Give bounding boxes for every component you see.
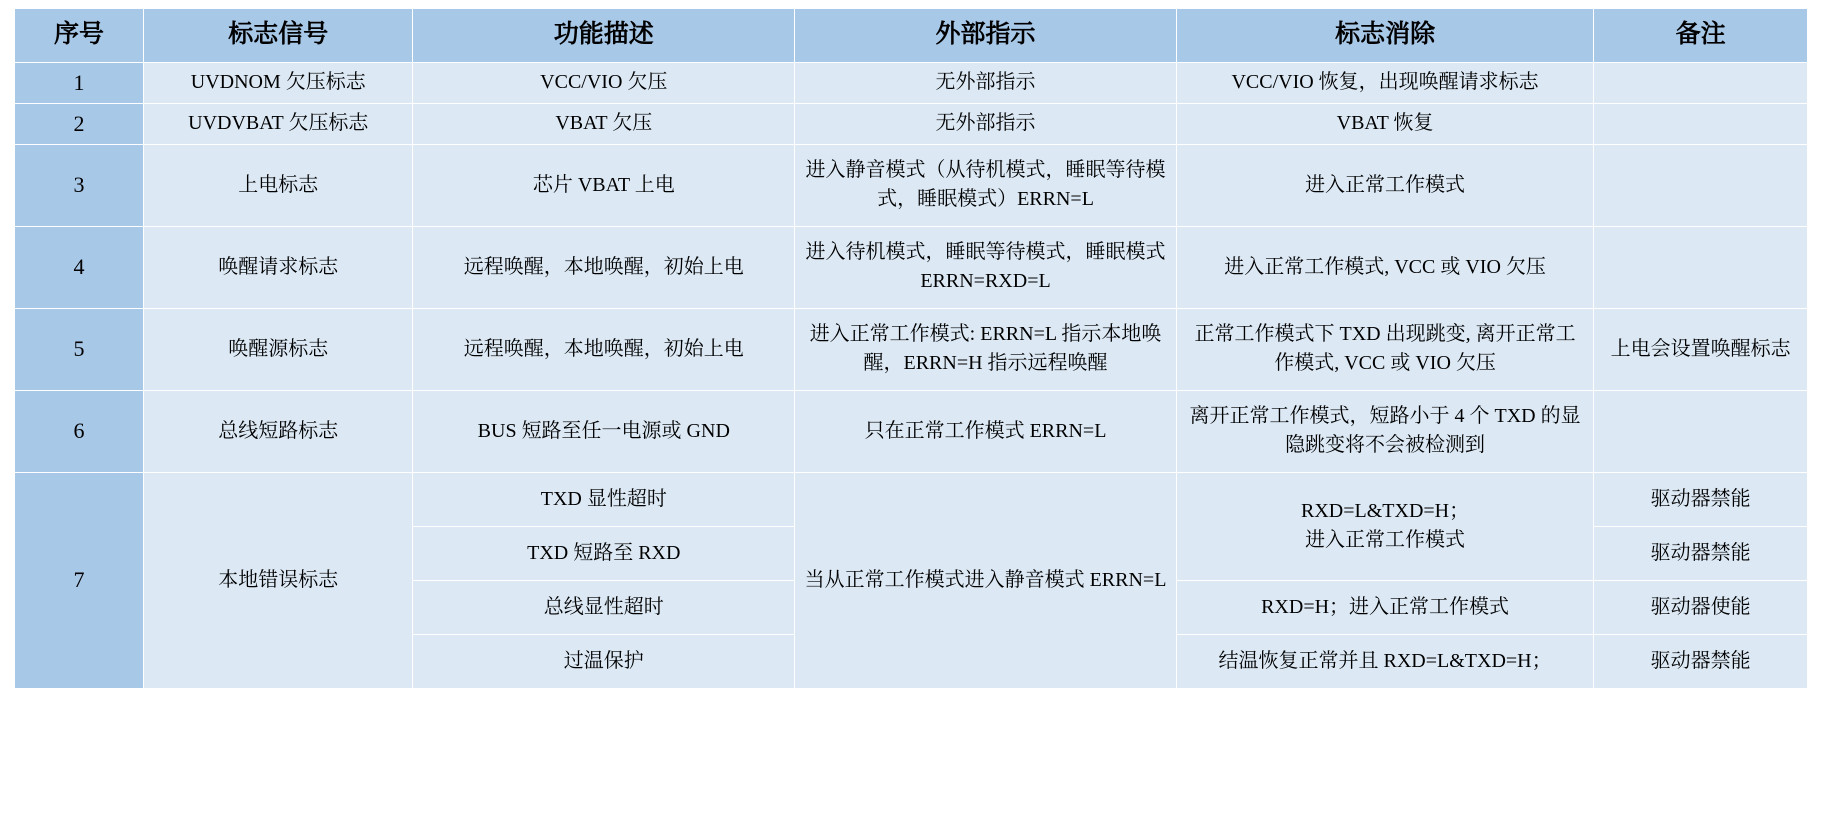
row-note: 驱动器禁能	[1594, 634, 1808, 688]
row-function: 芯片 VBAT 上电	[413, 144, 795, 226]
row-function: VCC/VIO 欠压	[413, 63, 795, 104]
table-row	[15, 472, 1808, 526]
row-note	[1594, 103, 1808, 144]
row-signal: 唤醒源标志	[144, 308, 413, 390]
header-cell-external: 外部指示	[795, 9, 1177, 63]
row-note	[1594, 390, 1808, 472]
row-note: 驱动器禁能	[1594, 472, 1808, 526]
table-row	[15, 63, 1808, 104]
row-note: 上电会设置唤醒标志	[1594, 308, 1808, 390]
row-external: 无外部指示	[795, 63, 1177, 104]
row-external: 进入静音模式（从待机模式，睡眠等待模式，睡眠模式）ERRN=L	[795, 144, 1177, 226]
header-cell-function: 功能描述	[413, 9, 795, 63]
row-index: 1	[15, 63, 144, 104]
row-clear: VBAT 恢复	[1176, 103, 1593, 144]
row-note	[1594, 63, 1808, 104]
row-function: 总线显性超时	[413, 580, 795, 634]
row-function: BUS 短路至任一电源或 GND	[413, 390, 795, 472]
row-note	[1594, 144, 1808, 226]
row-signal: 本地错误标志	[144, 472, 413, 688]
row-signal: 唤醒请求标志	[144, 226, 413, 308]
row-function: TXD 显性超时	[413, 472, 795, 526]
row-signal: 上电标志	[144, 144, 413, 226]
row-clear: 进入正常工作模式, VCC 或 VIO 欠压	[1176, 226, 1593, 308]
row-signal: 总线短路标志	[144, 390, 413, 472]
row-external: 进入待机模式，睡眠等待模式，睡眠模式 ERRN=RXD=L	[795, 226, 1177, 308]
row-note	[1594, 226, 1808, 308]
table-row	[15, 226, 1808, 308]
row-index: 3	[15, 144, 144, 226]
row-function: 远程唤醒，本地唤醒，初始上电	[413, 226, 795, 308]
table-row	[15, 390, 1808, 472]
flag-signal-table	[14, 8, 1808, 689]
header-cell-signal: 标志信号	[144, 9, 413, 63]
header-cell-note: 备注	[1594, 9, 1808, 63]
header-cell-index: 序号	[15, 9, 144, 63]
table-row	[15, 103, 1808, 144]
header-cell-clear: 标志消除	[1176, 9, 1593, 63]
row-note: 驱动器使能	[1594, 580, 1808, 634]
row-clear	[1176, 472, 1593, 580]
row-clear: 结温恢复正常并且 RXD=L&TXD=H；	[1176, 634, 1593, 688]
row-external: 无外部指示	[795, 103, 1177, 144]
clear-line-2: 进入正常工作模式	[1305, 529, 1466, 552]
row-function: TXD 短路至 RXD	[413, 526, 795, 580]
row-function: VBAT 欠压	[413, 103, 795, 144]
table-row	[15, 144, 1808, 226]
row-external: 进入正常工作模式: ERRN=L 指示本地唤醒，ERRN=H 指示远程唤醒	[795, 308, 1177, 390]
table-header-row	[15, 9, 1808, 63]
row-clear: RXD=H；进入正常工作模式	[1176, 580, 1593, 634]
clear-line-1: RXD=L&TXD=H；	[1301, 500, 1470, 523]
row-clear: 正常工作模式下 TXD 出现跳变, 离开正常工作模式, VCC 或 VIO 欠压	[1176, 308, 1593, 390]
row-index: 2	[15, 103, 144, 144]
row-index: 7	[15, 472, 144, 688]
row-external: 只在正常工作模式 ERRN=L	[795, 390, 1177, 472]
row-signal: UVDNOM 欠压标志	[144, 63, 413, 104]
row-note: 驱动器禁能	[1594, 526, 1808, 580]
table-row	[15, 308, 1808, 390]
row-clear: 离开正常工作模式，短路小于 4 个 TXD 的显隐跳变将不会被检测到	[1176, 390, 1593, 472]
row-index: 5	[15, 308, 144, 390]
row-clear: 进入正常工作模式	[1176, 144, 1593, 226]
row-signal: UVDVBAT 欠压标志	[144, 103, 413, 144]
row-clear: VCC/VIO 恢复，出现唤醒请求标志	[1176, 63, 1593, 104]
row-index: 4	[15, 226, 144, 308]
row-index: 6	[15, 390, 144, 472]
row-function: 过温保护	[413, 634, 795, 688]
row-external: 当从正常工作模式进入静音模式 ERRN=L	[795, 472, 1177, 688]
row-function: 远程唤醒，本地唤醒，初始上电	[413, 308, 795, 390]
